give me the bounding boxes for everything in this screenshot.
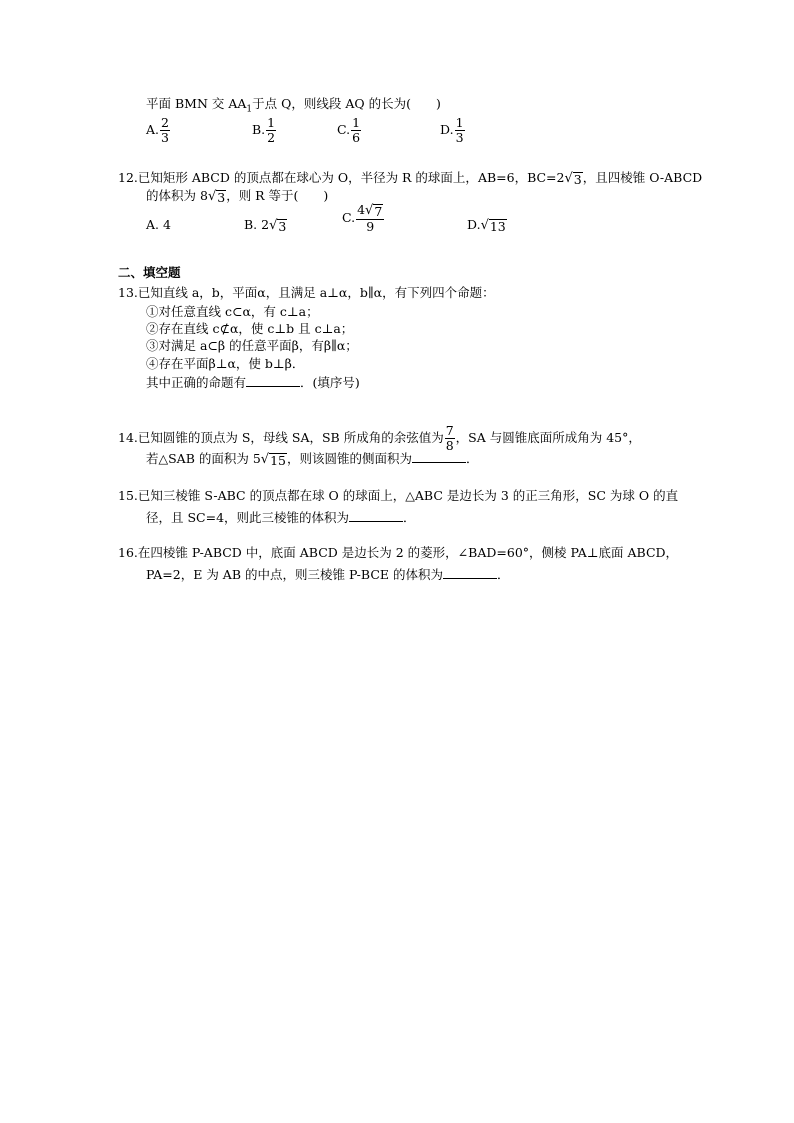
- answer-blank[interactable]: [246, 374, 300, 387]
- q12-text: ，且四棱锥 O-ABCD: [582, 170, 703, 185]
- q12-text: 12.已知矩形 ABCD 的顶点都在球心为 O，半径为 R 的球面上，AB=6，BC=2: [118, 170, 565, 185]
- radicand: 13: [489, 219, 506, 234]
- fraction: [445, 424, 455, 453]
- q11-option-b: [252, 116, 277, 145]
- q13-ask-text: ．(填序号): [300, 375, 360, 390]
- q16-line1: 16.在四棱锥 P-ABCD 中，底面 ABCD 是边长为 2 的菱形，∠BAD=60°，侧棱 PA⊥底面 ABCD，: [118, 545, 679, 560]
- q14-text: ，则该圆锥的侧面积为: [287, 451, 413, 466]
- q15-line1: 15.已知三棱锥 S-ABC 的顶点都在球 O 的球面上，△ABC 是边长为 3 的正三角形，SC 为球 O 的直: [118, 488, 679, 503]
- fraction-num: 1: [352, 115, 361, 130]
- answer-blank[interactable]: [349, 509, 403, 522]
- option-label: D.: [467, 217, 481, 232]
- fraction-num: 2: [161, 115, 169, 130]
- q14-text: 14.已知圆锥的顶点为 S，母线 SA，SB 所成角的余弦值为: [118, 430, 444, 445]
- q13-item-4: ④存在平面β⊥α，使 b⊥β．: [146, 356, 305, 371]
- q11-option-a: [146, 116, 171, 145]
- q15-line2: [146, 509, 416, 526]
- fraction: [351, 116, 361, 145]
- radical: [269, 218, 287, 234]
- fraction-den: 3: [161, 130, 169, 145]
- q13-ask-text: 其中正确的命题有: [146, 375, 247, 390]
- q12-line1: [118, 170, 702, 187]
- radical: [481, 218, 507, 234]
- answer-blank[interactable]: [443, 566, 497, 579]
- q16-text: PA=2，E 为 AB 的中点，则三棱锥 P-BCE 的体积为: [146, 567, 443, 582]
- fraction-den: 8: [445, 438, 454, 453]
- fraction: [455, 116, 465, 145]
- q14-text: 若△SAB 的面积为 5: [146, 451, 261, 466]
- fraction-den: 2: [267, 130, 276, 145]
- option-label: D.: [440, 122, 454, 137]
- q12-text: ，则 R 等于( ): [226, 188, 329, 203]
- option-label: C.: [337, 122, 351, 137]
- radical-sign: √: [365, 203, 374, 218]
- radical-sign: √: [269, 218, 278, 233]
- option-label: B.: [252, 122, 266, 137]
- fraction: [160, 116, 170, 145]
- radicand: 7: [374, 204, 383, 219]
- q14-line1: [118, 424, 641, 453]
- radical-sign: √: [207, 189, 217, 204]
- q13-stem: 13.已知直线 a，b，平面α，且满足 a⊥α，b∥α，有下列四个命题：: [118, 285, 495, 300]
- fraction-num: 7: [445, 423, 454, 438]
- q11-subscript: 1: [246, 104, 253, 115]
- q16-text: ．: [496, 567, 510, 582]
- fraction-den: 9: [366, 219, 375, 234]
- fraction-num: 1: [267, 115, 276, 130]
- option-label: B. 2: [244, 217, 270, 232]
- q12-text: 的体积为 8: [146, 188, 208, 203]
- q12-option-b: [244, 217, 287, 234]
- radical: [208, 189, 226, 205]
- fraction: [266, 116, 276, 145]
- answer-blank[interactable]: [412, 450, 466, 463]
- fraction-den: 3: [455, 130, 464, 145]
- option-label: C.: [342, 210, 356, 225]
- q16-line2: [146, 566, 510, 583]
- coefficient: 4: [357, 202, 366, 217]
- radical: [365, 203, 383, 219]
- q13-item-2: ②存在直线 c⊄α，使 c⊥b 且 c⊥a；: [146, 321, 354, 336]
- radicand: 15: [270, 453, 286, 468]
- q11-text-post: 于点 Q，则线段 AQ 的长为( ): [252, 96, 441, 111]
- radicand: 3: [217, 190, 226, 205]
- q15-text: 径，且 SC=4，则此三棱锥的体积为: [146, 510, 350, 525]
- q13-item-3: ③对满足 a⊂β 的任意平面β，有β∥α；: [146, 338, 358, 353]
- fraction: [356, 203, 384, 234]
- q14-text: ，SA 与圆锥底面所成角为 45°，: [455, 430, 641, 445]
- radical: [261, 452, 287, 468]
- q12-option-c: [342, 203, 385, 234]
- q12-option-d: [467, 217, 507, 234]
- radical-sign: √: [260, 452, 270, 467]
- q11-option-d: [440, 116, 466, 145]
- radicand: 3: [573, 172, 582, 187]
- q11-text-pre: 平面 BMN 交 AA: [146, 96, 247, 111]
- q13-ask: [146, 374, 360, 391]
- radical: [565, 171, 583, 187]
- radicand: 3: [278, 219, 287, 234]
- q14-line2: [146, 450, 479, 468]
- radical-sign: √: [480, 218, 489, 233]
- q12-option-a: A. 4: [146, 217, 171, 232]
- fraction-den: 6: [352, 130, 361, 145]
- radical-sign: √: [564, 171, 573, 186]
- fraction-num: [356, 203, 384, 220]
- fraction-num: 1: [455, 115, 464, 130]
- option-label: A.: [146, 122, 160, 137]
- q12-line2: [146, 188, 328, 205]
- q15-text: ．: [403, 510, 416, 525]
- q11-option-c: [337, 116, 362, 145]
- section-heading: 二、填空题: [118, 265, 181, 280]
- q14-text: ．: [466, 451, 479, 466]
- q13-item-1: ①对任意直线 c⊂α，有 c⊥a；: [146, 304, 319, 319]
- q11-text: [146, 96, 441, 118]
